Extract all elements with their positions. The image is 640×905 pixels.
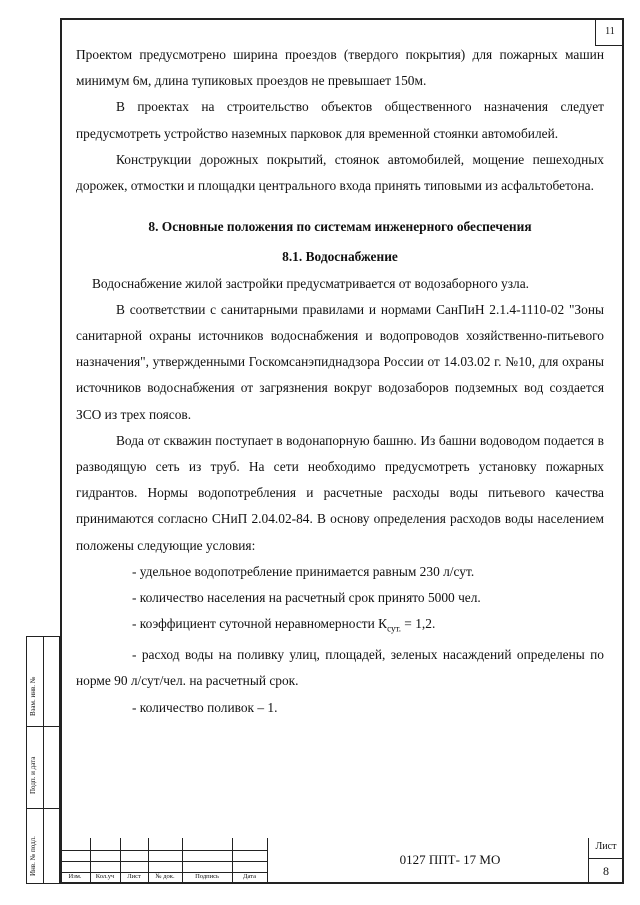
list-item-coefficient: - коэффициент суточной неравномерности $К_{сут.} = 1,2$. — [132, 616, 436, 634]
sheet-number: 8 — [603, 864, 609, 878]
paragraph-sanitary: В соответствии с санитарными правилами и нормами СанПиН 2.1.4-1110-02 "Зоны санитарной охраны источников водоснабжения и водопроводов хозяйственно-питьевого назначения", утвержденными Госкомсанэпиднадзора России от 14.03.02 г. №10, для охраны источников водоснабжения от загрязнения вокруг водозаборов подземных вод создается ЗСО из трех поясов. — [76, 301, 604, 422]
col-date: Дата — [243, 873, 256, 880]
paragraph-water-source: Водоснабжение жилой застройки предусматривается от водозаборного узла. — [92, 275, 529, 291]
stamp-replace-inv-label: Взам. инв. № — [29, 676, 37, 716]
col-kolvo: Кол.уч — [95, 873, 115, 880]
document-body — [76, 42, 604, 721]
sheet-label: Лист — [595, 841, 617, 852]
sheet-box — [588, 838, 624, 884]
title-block — [60, 838, 624, 884]
list-item-watering: - расход воды на поливку улиц, площадей, зеленых насаждений определены по норме 90 л/сут/чел. на расчетный срок. — [76, 647, 604, 689]
paragraph-pavement: Конструкции дорожных покрытий, стоянок автомобилей, мощение пешеходных дорожек, отмостки и площадки центрального входа принять типовыми из асфальтобетона. — [76, 151, 604, 194]
page-corner-number: 11 — [595, 18, 624, 46]
paragraph-parking: В проектах на строительство объектов общественного назначения следует предусмотреть устройство наземных парковок для временной стоянки автомобилей. — [76, 99, 604, 141]
subsection-heading: 8.1. Водоснабжение — [282, 249, 398, 265]
list-item-population: - количество населения на расчетный срок принято 5000 чел. — [132, 590, 481, 606]
col-signature: Подпись — [195, 873, 219, 880]
section-heading: 8. Основные положения по системам инженерного обеспечения — [148, 219, 532, 235]
stamp-sign-date-label: Подп. и дата — [29, 756, 37, 794]
paragraph-water-supply: Вода от скважин поступает в водонапорную башню. Из башни водоводом подается в разводящую сеть из труб. На сети необходимо предусмотреть установку пожарных гидрантов. Нормы водопотребления и расчетные расходы воды питьевого качества принимаются согласно СНиП 2.04.02-84. В основу определения расходов воды населением положены следующие условия: — [76, 432, 604, 553]
paragraph-driveways: Проектом предусмотрено ширина проездов (твердого покрытия) для пожарных машин минимум 6м, длина тупиковых проездов не превышает 150м. — [76, 47, 604, 89]
document-code: 0127 ППТ- 17 МО — [399, 852, 501, 867]
list-item-consumption: - удельное водопотребление принимается равным 230 л/сут. — [132, 563, 475, 579]
col-izm: Изм. — [68, 873, 82, 880]
col-doc: № док. — [155, 873, 175, 880]
col-list: Лист — [127, 873, 141, 880]
side-stamp — [26, 636, 62, 884]
stamp-inv-orig-label: Инв. № подл. — [29, 836, 37, 876]
list-item-watering-count: - количество поливок – 1. — [132, 699, 278, 715]
